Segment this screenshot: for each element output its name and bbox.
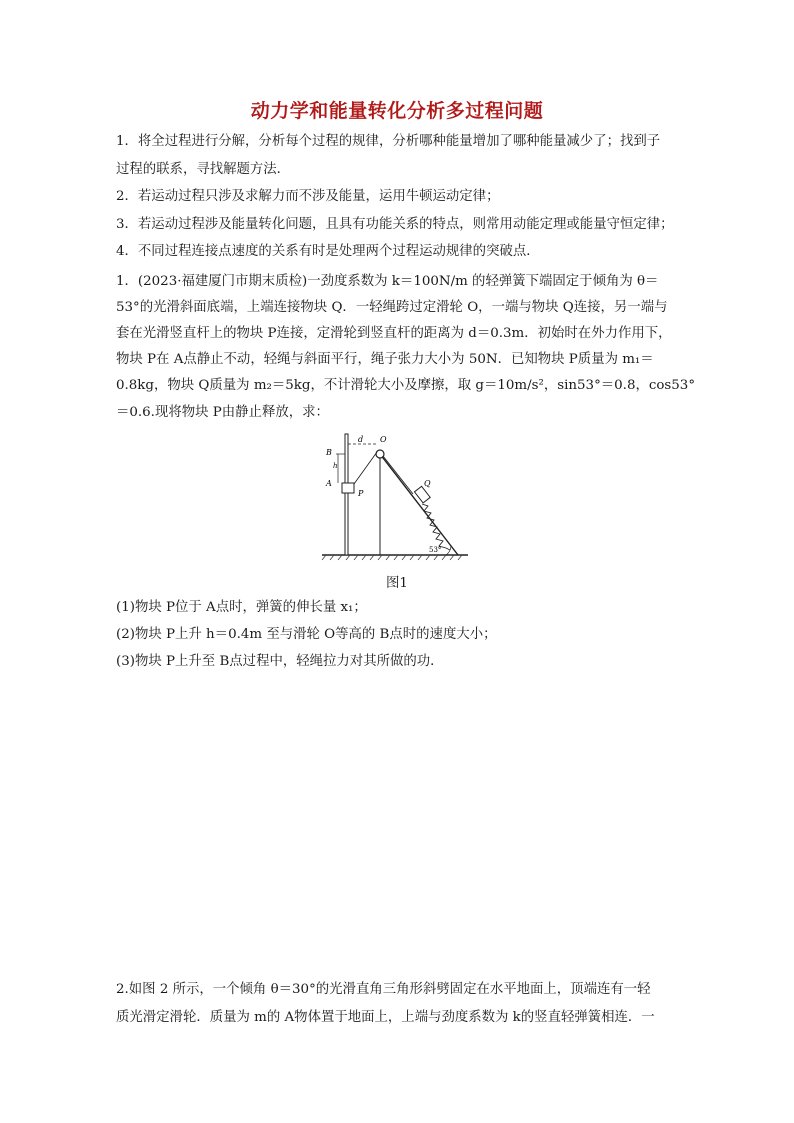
vertical-rod <box>345 434 348 555</box>
question-3: (3)物块 P上升至 B点过程中，轻绳拉力对其所做的功． <box>116 654 444 669</box>
question-2: (2)物块 P上升 h＝0.4m 至与滑轮 O等高的 B点时的速度大小； <box>116 627 497 642</box>
problem1-line-5: 0.8kg，物块 Q质量为 m₂＝5kg，不计滑轮大小及摩擦，取 g＝10m/s²，sin53°＝0.8，cos53° <box>116 378 696 393</box>
label-b: B <box>326 448 332 457</box>
label-d: d <box>358 435 364 444</box>
problem2-line-2: 质光滑定滑轮．质量为 m的 A物体置于地面上，上端与劲度系数为 k的竖直轻弹簧相连．一 <box>116 1010 655 1025</box>
question-1: (1)物块 P位于 A点时，弹簧的伸长量 x₁； <box>116 600 367 615</box>
problem1-line-3: 套在光滑竖直杆上的物块 P连接，定滑轮到竖直杆的距离为 d＝0.3m．初始时在外力作用下， <box>116 326 672 341</box>
incline-surface <box>380 454 458 555</box>
block-p <box>342 483 354 493</box>
problem1-line-6: ＝0.6.现将物块 P由静止释放，求： <box>116 405 329 420</box>
figure-1-caption: 图1 <box>386 576 408 591</box>
label-a: A <box>326 479 332 488</box>
page-title: 动力学和能量转化分析多过程问题 <box>250 100 544 122</box>
problem2-line-1: 2.如图 2 所示，一个倾角 θ＝30°的光滑直角三角形斜劈固定在水平地面上，顶端连有一轻 <box>116 982 651 997</box>
label-p: P <box>358 489 364 498</box>
problem1-line-4: 物块 P在 A点静止不动，轻绳与斜面平行，绳子张力大小为 50N．已知物块 P质量为 m₁＝ <box>116 352 654 367</box>
label-h: h <box>333 462 338 470</box>
intro-line-4: 3．若运动过程涉及能量转化问题，且具有功能关系的特点，则常用动能定理或能量守恒定律； <box>116 217 674 232</box>
problem1-line-1: 1．(2023·福建厦门市期末质检)一劲度系数为 k＝100N/m 的轻弹簧下端固定于倾角为 θ＝ <box>116 274 659 289</box>
figure-1-diagram <box>318 428 478 564</box>
intro-line-3: 2．若运动过程只涉及求解力而不涉及能量，运用牛顿运动定律； <box>116 189 500 204</box>
label-q: Q <box>424 479 431 488</box>
rope-to-q <box>383 456 413 494</box>
intro-line-2: 过程的联系，寻找解题方法． <box>116 162 291 177</box>
problem1-line-2: 53°的光滑斜面底端，上端连接物块 Q．一轻绳跨过定滑轮 O，一端与物块 Q连接，另一端与 <box>116 300 668 315</box>
label-o: O <box>380 435 387 444</box>
label-angle: 53° <box>429 546 442 554</box>
angle-arc <box>446 546 451 555</box>
rope-to-p <box>354 452 377 484</box>
intro-line-5: 4．不同过程连接点速度的关系有时是处理两个过程运动规律的突破点． <box>116 244 540 259</box>
intro-line-1: 1．将全过程进行分解，分析每个过程的规律，分析哪种能量增加了哪种能量减少了；找到子 <box>116 134 661 149</box>
block-q <box>414 486 430 503</box>
spring <box>422 504 450 550</box>
ground-hatching <box>322 555 462 560</box>
pulley <box>376 450 384 458</box>
